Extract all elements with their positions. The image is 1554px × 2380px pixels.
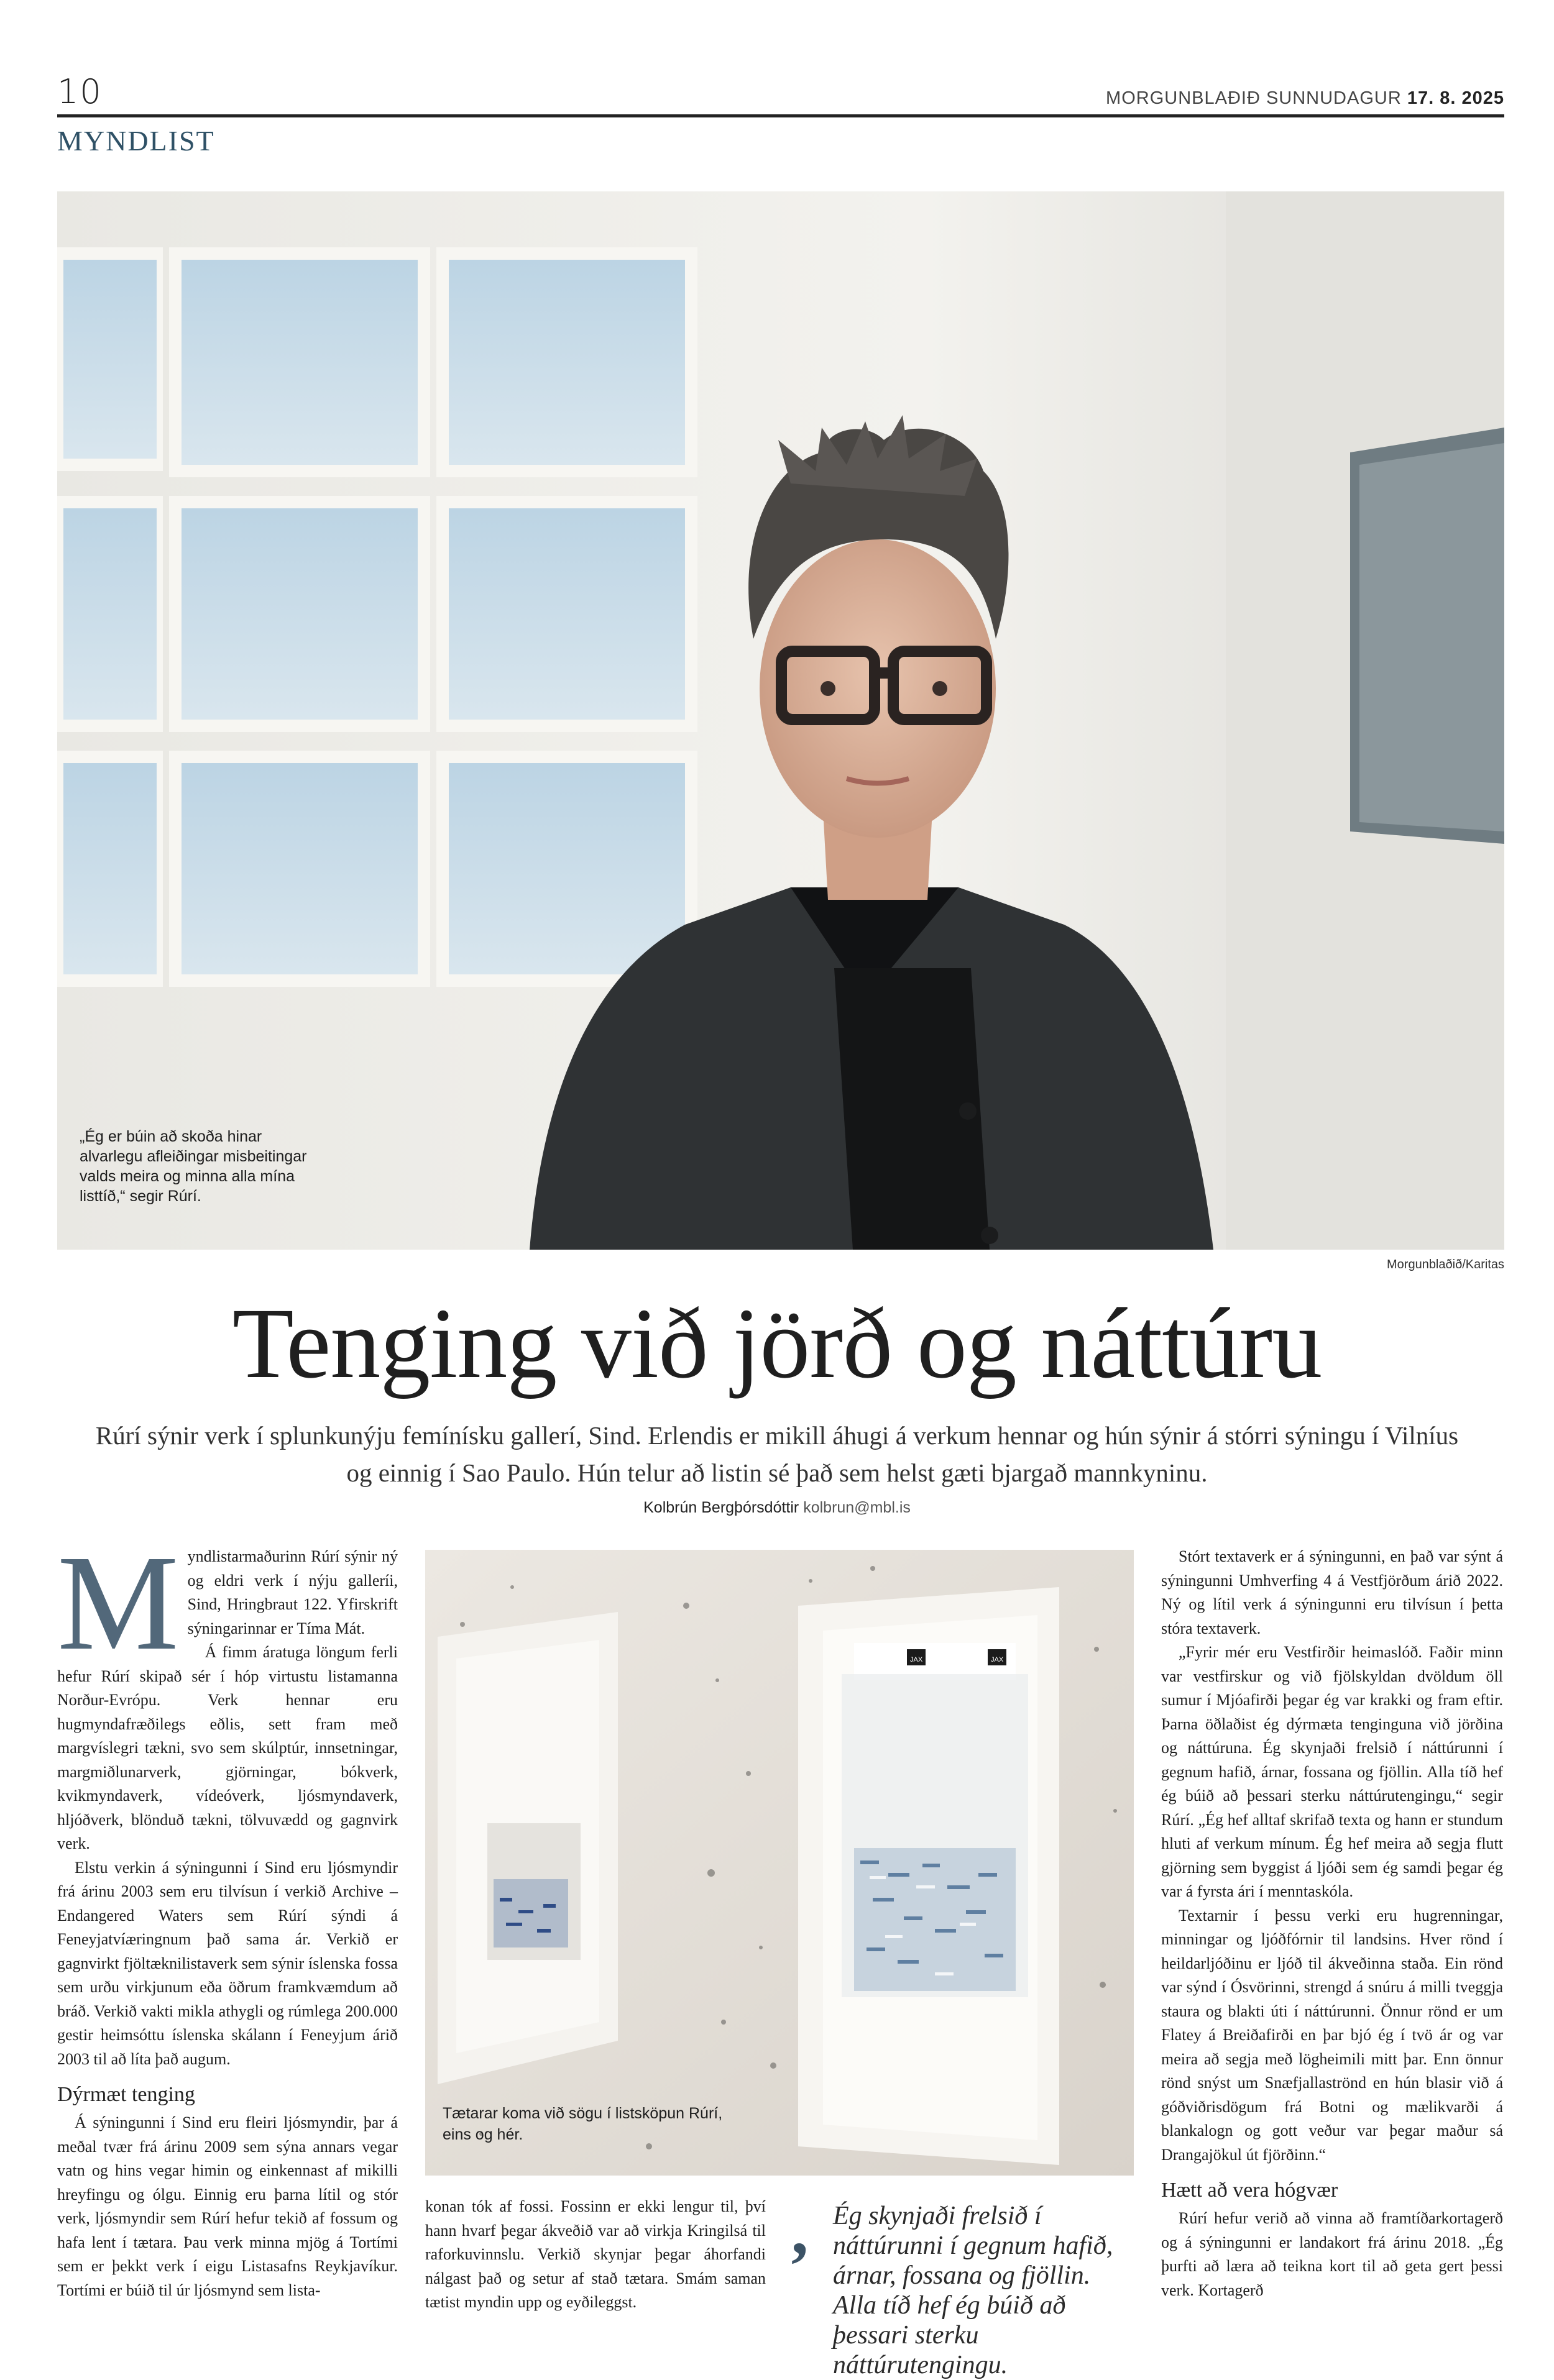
issue-date: 17. 8. 2025 bbox=[1407, 88, 1504, 108]
clip-label-left: JAX bbox=[910, 1656, 923, 1664]
pull-quote: Ég skynjaði frelsið í náttúrunni í gegnum hafið, árnar, fossana og fjöllin. Alla tíð hef ég búið að þessari sterku náttúrutengingu. bbox=[833, 2202, 1113, 2379]
hero-photo bbox=[57, 191, 1504, 1250]
photo-credit: Morgunblaðið/Karitas bbox=[1387, 1258, 1504, 1271]
paper-dateline bbox=[1106, 88, 1504, 109]
header-rule bbox=[57, 114, 1504, 117]
page-number: 10 bbox=[57, 72, 103, 111]
author-name: Kolbrún Bergþórsdóttir bbox=[643, 1499, 799, 1516]
shredder-photo bbox=[425, 1550, 1134, 2176]
deck: Rúrí sýnir verk í splunkunýju femínísku gallerí, Sind. Erlendis er mikill áhugi á verkum hennar og hún sýnir á stórri sýningu í Vilníus og einnig í Sao Paulo. Hún telur að listin sé það sem helst gæti bjargað mannkyninu. bbox=[95, 1421, 1459, 1487]
author-email[interactable]: kolbrun@mbl.is bbox=[803, 1499, 911, 1516]
subhead: Dýrmæt tenging bbox=[57, 2083, 195, 2106]
section-label: MYNDLIST bbox=[57, 125, 215, 157]
column-1 bbox=[57, 1527, 398, 2302]
paragraph: Á sýningunni í Sind eru fleiri ljósmyndir, þar á meðal tvær frá árinu 2009 sem sýna annars vegar vatn og hins vegar himin og einkennast af mikilli hreyfingu og ólgu. Einnig eru þarna lítil og stór verk, ljósmyndir sem Rúrí hefur tekið af fossum og hafa lent í tætara. Þau verk minna mjög á Tortími sem er þekkt verk í eigu Listasafns Reykjavíkur. Tortími er búið til úr ljósmynd sem lista- bbox=[57, 2113, 398, 2299]
hero-caption: „Ég er búin að skoða hinar alvarlegu afleiðingar misbeitingar valds meira og minna alla mína listtíð,“ segir Rúrí. bbox=[80, 1128, 307, 1205]
quote-mark-icon: ‚ bbox=[788, 2192, 811, 2268]
subhead: Hætt að vera hógvær bbox=[1161, 2179, 1338, 2202]
photo2-caption: Tætarar koma við sögu í listsköpun Rúrí, eins og hér. bbox=[443, 2105, 723, 2143]
paper-name: MORGUNBLAÐIÐ SUNNUDAGUR bbox=[1106, 88, 1402, 108]
paragraph: konan tók af fossi. Fossinn er ekki lengur til, því hann hvarf þegar ákveðið var að virkja Kringilsá til raforkuvinnslu. Verkið skynjar þegar áhorfandi nálgast það og setur af stað tætara. Smám saman tætist myndin upp og eyðileggst. bbox=[425, 2197, 766, 2311]
intro-paragraph bbox=[57, 1527, 398, 1678]
paragraph: Elstu verkin á sýningunni í Sind eru ljósmyndir frá árinu 2003 sem eru tilvísun í verkið Archive – Endangered Waters sem Rúrí sýndi á Feneyjatvíæringnum það sama ár. Verkið er gagnvirkt fjöltæknilistaverk sem sýnir íslenska fossa sem urðu virkjunum eða öðrum framkvæmdum að bráð. Verkið vakti mikla athygli og rúmlega 200.000 gestir heimsóttu íslenska skálann í Feneyjum árið 2003 til að líta það augum. bbox=[57, 1858, 398, 2068]
framed-works-grid bbox=[57, 247, 697, 987]
paragraph: Á fimm áratuga löngum ferli hefur Rúrí skipað sér í hóp virtustu listamanna Norður-Evrópu. Verk hennar eru hugmyndafræðilegs eðlis, sett fram með margvíslegri tækni, svo sem skúlptúr, innsetningar, margmiðlunarverk, gjörningar, bókverk, kvikmyndaverk, vídeóverk, ljósmyndaverk, hljóðverk, blönduð tækni, tölvuvædd og gagnvirk verk. bbox=[57, 1643, 398, 1852]
drop-cap: M bbox=[57, 1527, 179, 1678]
paragraph: Textarnir í þessu verki eru hugrenningar, minningar og ljóðfórnir til landsins. Hver rönd í heildarljóðinu er ljóð til ákveðinna staða. Ein rönd var sýnd í Ósvörinni, strengd á snúru á milli tveggja staura og blakti úti í náttúrunni. Önnur rönd er um Flatey á Breiðafirði en þar bjó ég í tvö ár og var meira að segja með lögheimili mitt þar. Enn önnur rönd snýst um Snæfjallaströnd en hún blasir við á góðviðrisdögum frá Botni og mælikvarði á blankalogn og gott veður var þegar maður sá Drangajökul út fjörðinn.“ bbox=[1161, 1906, 1503, 2164]
column-2 bbox=[425, 2195, 766, 2315]
paragraph: „Fyrir mér eru Vestfirðir heimaslóð. Faðir minn var vestfirskur og við fjölskyldan dvöldum öll sumur í Mjóafirði þegar ég var krakki og fram eftir. Þarna öðlaðist ég dýrmæta tenginguna við jörðina og náttúruna. Ég skynjaði frelsið í náttúrunni í gegnum hafið, árnar, fossana og fjöllin. Alla tíð hef ég búið að þessari sterku náttúrutengingu,“ segir Rúrí. „Ég hef alltaf skrifað texta og hann er stundum hluti af verkum mínum. Ég hef meira að segja flutt gjörning sem byggist á ljóði sem ég samdi þegar ég var á fyrsta ári í menntaskóla. bbox=[1161, 1643, 1503, 1900]
paragraph: Stórt textaverk er á sýningunni, en það var sýnt á sýningunni Umhverfing 4 á Vestfjörðum árið 2022. Ný og lítil verk á sýningunni eru tilvísun í þetta stóra textaverk. bbox=[1161, 1547, 1503, 1637]
portrait-illustration bbox=[57, 191, 1504, 1250]
clip-label-right: JAX bbox=[991, 1656, 1004, 1664]
byline bbox=[0, 1499, 1554, 1517]
headline: Tenging við jörð og náttúru bbox=[232, 1288, 1322, 1399]
paragraph: Rúrí hefur verið að vinna að framtíðarkortagerð og á sýningunni er landakort frá árinu 2018. „Ég þurfti að læra að teikna kort til að geta gert þessi verk. Kortagerð bbox=[1161, 2209, 1503, 2299]
intro-text: yndlistarmaðurinn Rúrí sýnir ný og eldri verk í nýju galleríi, Sind, Hringbraut 122. Yfirskrift sýningarinnar er Tíma Mát. bbox=[187, 1547, 398, 1637]
shredder-illustration bbox=[425, 1550, 1134, 2176]
column-4 bbox=[1161, 1545, 1503, 2302]
